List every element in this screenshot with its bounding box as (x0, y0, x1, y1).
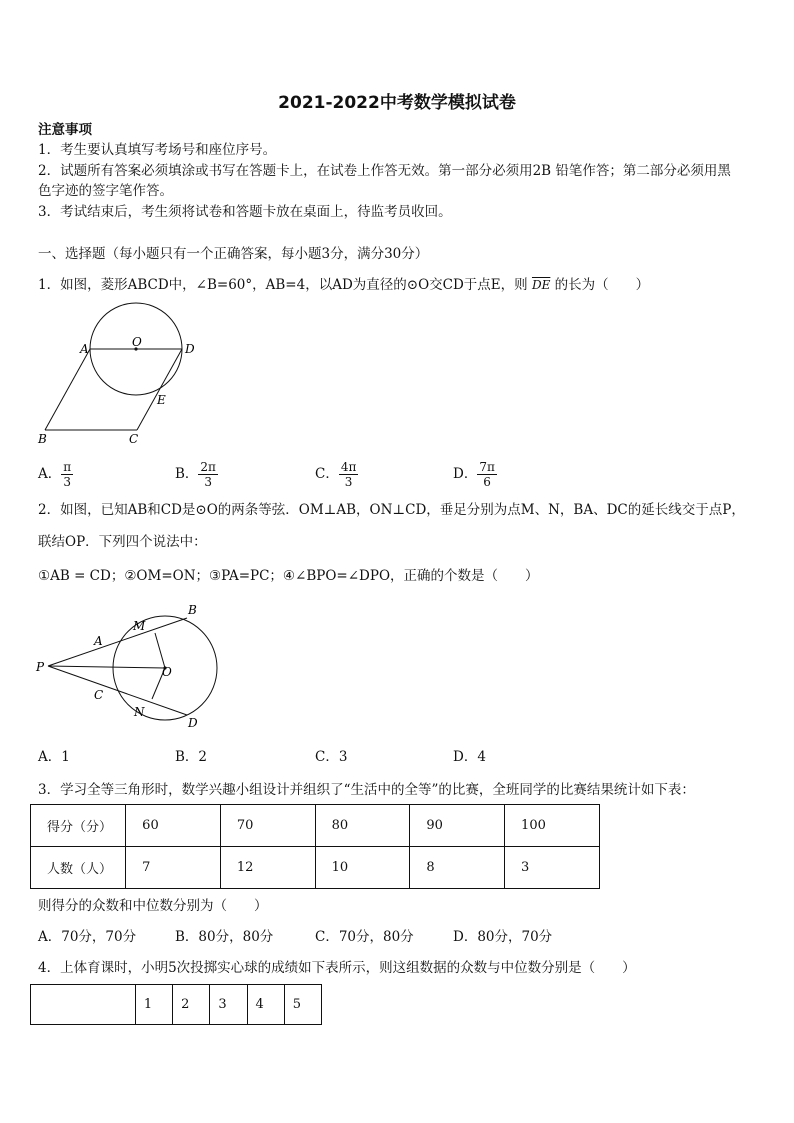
table-cell: 4 (247, 985, 284, 1025)
segment-ab (45, 349, 90, 430)
q1-option-d (453, 460, 497, 489)
segment-cd (137, 349, 182, 430)
q2-figure (34, 600, 234, 734)
option-den: 3 (63, 475, 72, 489)
q1-stem (38, 275, 649, 295)
option-num: 2π (200, 460, 216, 474)
segment-om (155, 633, 165, 668)
table-cell: 3 (505, 847, 600, 889)
label-a: A (94, 634, 103, 648)
label-b: B (188, 603, 197, 617)
option-key: B． (175, 466, 199, 482)
q4-table (30, 984, 322, 1025)
q1-stem-tail: 的长为（ ） (554, 277, 650, 293)
q3-option-c: C．70分，80分 (315, 929, 414, 945)
table-cell: 70 (220, 805, 315, 847)
label-m: M (133, 619, 146, 633)
notice-item: 3．考试结束后，考生须将试卷和答题卡放在桌面上，待监考员收回。 (38, 204, 452, 220)
table-cell: 100 (505, 805, 600, 847)
table-row (31, 847, 600, 889)
label-n: N (134, 705, 145, 719)
table-cell: 12 (220, 847, 315, 889)
q3-table (30, 804, 600, 889)
notice-heading: 注意事项 (38, 122, 92, 138)
table-cell: 8 (410, 847, 505, 889)
option-key: C． (315, 466, 339, 482)
label-p: P (36, 660, 45, 674)
line-pb (48, 618, 187, 666)
table-cell: 90 (410, 805, 505, 847)
q1-arc: $\overline{DE}$ (531, 278, 551, 292)
label-c: C (129, 432, 139, 446)
table-cell: 1 (135, 985, 172, 1025)
section-heading: 一、选择题（每小题只有一个正确答案，每小题3分，满分30分） (38, 246, 429, 262)
label-o: O (132, 335, 142, 349)
table-cell: 5 (284, 985, 321, 1025)
q2-option-b: B．2 (175, 749, 208, 765)
option-num: 4π (340, 460, 357, 474)
table-row (31, 805, 600, 847)
option-key: A． (38, 466, 62, 482)
table-cell: 7 (126, 847, 221, 889)
label-b: B (38, 432, 47, 446)
q2-option-a: A．1 (38, 749, 70, 765)
notice-item: 2．试题所有答案必须填涂或书写在答题卡上，在试卷上作答无效。第一部分必须用2B 铅笔作答；第二部分必须用黑 (38, 163, 731, 179)
q1-option-c (315, 460, 358, 489)
option-num: π (63, 460, 72, 474)
option-key: D． (453, 466, 478, 482)
q2-option-c: C．3 (315, 749, 348, 765)
table-cell: 80 (315, 805, 410, 847)
option-num: 7π (479, 460, 495, 474)
q3-question: 则得分的众数和中位数分别为（ ） (38, 898, 268, 914)
table-cell: 2 (173, 985, 210, 1025)
q2-stem: 2．如图，已知AB和CD是⊙O的两条等弦．OM⊥AB，ON⊥CD，垂足分别为点M、N，BA、DC的延长线交于点P， (38, 502, 745, 518)
page-title: 2021-2022中考数学模拟试卷 (278, 93, 516, 113)
q3-stem: 3．学习全等三角形时，数学兴趣小组设计并组织了“生活中的全等”的比赛，全班同学的比赛结果统计如下表： (38, 782, 695, 798)
table-cell: 人数（人） (31, 847, 126, 889)
table-row (31, 985, 322, 1025)
q3-option-b: B．80分，80分 (175, 929, 274, 945)
label-d: D (188, 716, 198, 730)
q3-option-a: A．70分，70分 (38, 929, 137, 945)
table-cell: 3 (210, 985, 247, 1025)
q2-statements: ①AB = CD；②OM=ON；③PA=PC；④∠BPO=∠DPO，正确的个数是（ ） (38, 568, 539, 584)
label-e: E (157, 393, 166, 407)
label-c: C (94, 688, 104, 702)
q4-stem: 4．上体育课时，小明5次投掷实心球的成绩如下表所示，则这组数据的众数与中位数分别是（ ） (38, 960, 636, 976)
q3-option-d: D．80分，70分 (453, 929, 553, 945)
option-den: 6 (483, 475, 491, 489)
q1-stem-text: 1．如图，菱形ABCD中，∠B=60°，AB=4，以AD为直径的⊙O交CD于点E，则 (38, 277, 528, 293)
option-den: 3 (344, 475, 353, 489)
notice-item: 1．考生要认真填写考场号和座位序号。 (38, 142, 277, 158)
option-den: 3 (204, 475, 212, 489)
table-cell: 10 (315, 847, 410, 889)
label-d: D (185, 342, 195, 356)
q1-figure (34, 300, 204, 450)
table-cell (31, 985, 136, 1025)
table-cell: 60 (126, 805, 221, 847)
q2-stem2: 联结OP．下列四个说法中： (38, 534, 207, 550)
q2-option-d: D．4 (453, 749, 486, 765)
table-cell: 得分（分） (31, 805, 126, 847)
q1-option-b (175, 460, 218, 489)
label-o: O (162, 665, 172, 679)
label-a: A (80, 342, 89, 356)
q1-option-a (38, 460, 73, 489)
segment-po (48, 666, 165, 668)
notice-item: 色字迹的签字笔作答。 (38, 183, 173, 199)
